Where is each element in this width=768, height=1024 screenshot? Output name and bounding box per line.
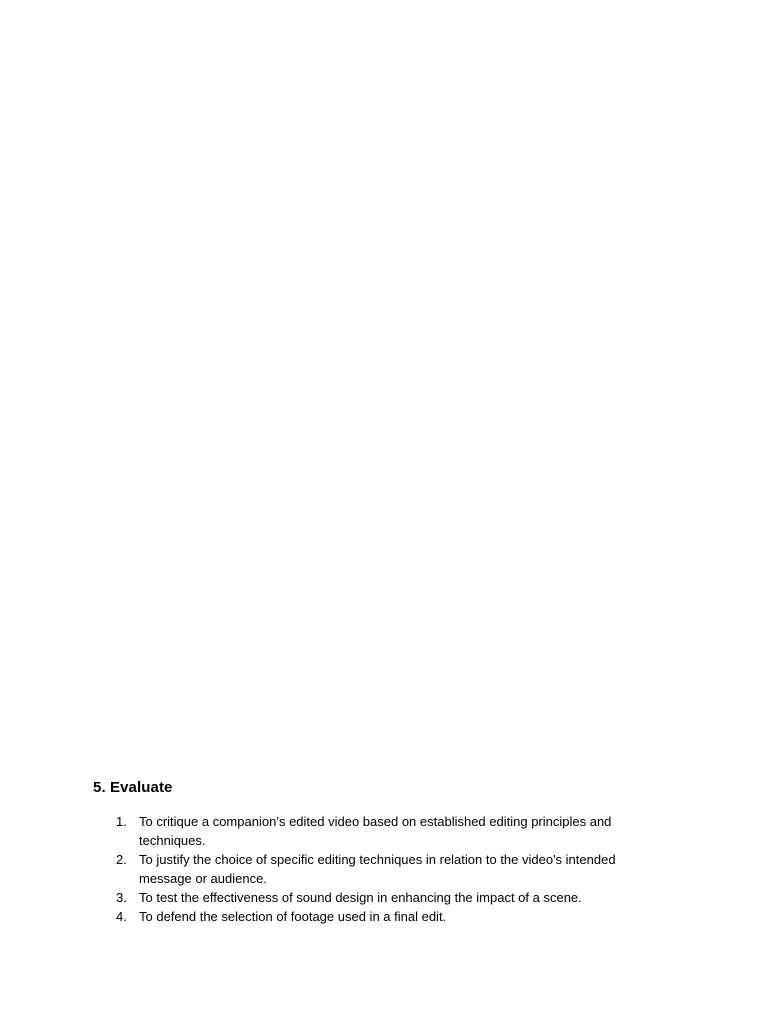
section-heading: 5. Evaluate xyxy=(93,779,173,796)
list-item-number: 1. xyxy=(116,814,127,829)
list-item xyxy=(93,888,639,907)
list-item xyxy=(93,907,639,926)
list-item xyxy=(93,850,639,888)
list-item-text: To test the effectiveness of sound design in enhancing the impact of a scene. xyxy=(139,890,582,905)
list-item-number: 3. xyxy=(116,890,127,905)
evaluate-section xyxy=(93,778,673,926)
objectives-list xyxy=(93,812,673,926)
list-item-text: To critique a companion’s edited video based on established editing principles and techniques. xyxy=(139,814,612,848)
list-item-text: To defend the selection of footage used in a final edit. xyxy=(139,909,447,924)
list-item xyxy=(93,812,639,850)
list-item-text: To justify the choice of specific editing techniques in relation to the video's intended message or audience. xyxy=(139,852,616,886)
list-item-number: 4. xyxy=(116,909,127,924)
list-item-number: 2. xyxy=(116,852,127,867)
